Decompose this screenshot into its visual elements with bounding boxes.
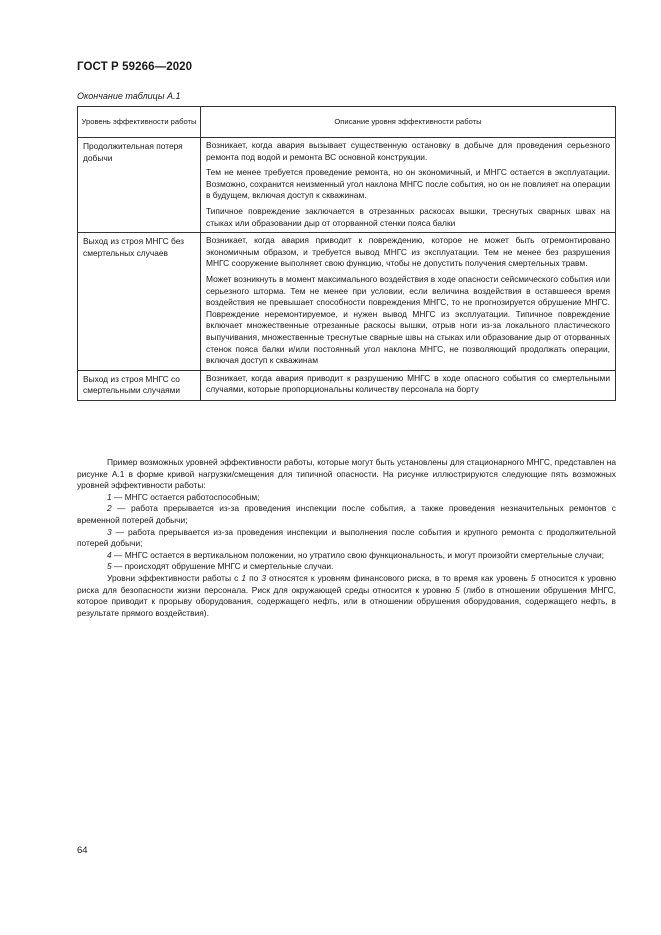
list-item xyxy=(77,503,616,526)
table-row xyxy=(78,370,616,400)
item-text: — работа прерывается из-за проведения инспекции и выполнения после события и крупного ремонта с продолжительной потерей добычи; xyxy=(77,526,616,549)
page-number: 64 xyxy=(77,845,88,856)
level-number: 5 xyxy=(530,572,536,583)
item-text: — происходят обрушение МНГС и смертельные случаи. xyxy=(111,561,334,572)
level-number: 1 xyxy=(241,572,246,583)
body-text xyxy=(77,457,616,619)
final-text: Уровни эффективности работы с xyxy=(107,572,242,583)
description-cell xyxy=(201,233,616,371)
table-row xyxy=(78,138,616,233)
table-row xyxy=(78,233,616,371)
description-paragraph: Может возникнуть в момент максимального воздействия в ходе опасности сейсмического события или серьезного шторма. Тем не менее при условии, если величина воздействия в оставшееся время воздействия не превышает способности повреждения МНГС, то не прогнозируется обрушение МНГС. Повреждение неремонтируемое, и нужен вывод МНГС из эксплуатации. Типичное повреждение включает множественные отрезанные раскосы вышки, отрыв ноги из-за локального пластического выпучивания, множественные треснутые сварные швы на стыках или образование дыр от оторванных стенок пояса балки и/или постоянный угол наклона МНГС, не позволяющий продолжать операции, включая доступ к скважинам xyxy=(206,273,610,366)
column-header-level: Уровень эффективности работы xyxy=(78,107,201,138)
list-item xyxy=(77,561,616,573)
item-text: — работа прерывается из-за проведения инспекции после события, а также проведения незначительных ремонтов с временной потерей добычи; xyxy=(77,503,616,525)
level-cell: Выход из строя МНГС со смертельными случаями xyxy=(78,370,201,400)
item-number: 5 xyxy=(107,561,112,572)
level-number: 5 xyxy=(455,584,460,595)
item-text: — МНГС остается в вертикальном положении, но утратило свою функциональность, и могут произойти смертельные случаи; xyxy=(111,549,604,560)
final-text: (либо в отношении обрушения МНГС, которое приводит к прорыву оборудования, содержащего нефть, или в отношении обрушения оборудования, содержащего нефть, в результате прямого воздействия). xyxy=(77,584,616,618)
list-item xyxy=(77,527,616,550)
item-number: 3 xyxy=(107,526,112,537)
document-header: ГОСТ Р 59266—2020 xyxy=(77,61,193,73)
final-text: относятся к уровням финансового риска, в то время как уровень xyxy=(266,572,531,583)
description-paragraph: Возникает, когда авария вызывает существенную остановку в добыче для проведения серьезного ремонта под водой и ремонта ВС основной конструкции. xyxy=(206,140,610,162)
item-number: 2 xyxy=(107,503,112,514)
level-cell: Выход из строя МНГС без смертельных случаев xyxy=(78,233,201,371)
description-paragraph: Тем не менее требуется проведение ремонта, но он экономичный, и МНГС остается в эксплуатации. Возможно, сохранится неизменный угол наклона МНГС после события, но он не повлияет на операции в будущем, включая доступ к скважинам. xyxy=(206,167,610,201)
table-caption: Окончание таблицы А.1 xyxy=(77,91,181,101)
final-paragraph xyxy=(77,573,616,619)
description-cell xyxy=(201,138,616,233)
item-text: — МНГС остается работоспособным; xyxy=(111,491,260,502)
description-paragraph: Возникает, когда авария приводит к разрушению МНГС в ходе опасного события со смертельными случаями, которые пропорциональны количеству персонала на борту xyxy=(206,372,610,395)
performance-levels-table xyxy=(77,106,616,401)
list-item xyxy=(77,492,616,504)
item-number: 1 xyxy=(107,491,112,502)
level-cell: Продолжительная потеря добычи xyxy=(78,138,201,233)
final-text: относится к уровню риска для безопасности жизни персонала. Риск для окружающей среды относится к уровню xyxy=(77,572,616,595)
intro-paragraph: Пример возможных уровней эффективности работы, которые могут быть установлены для стационарного МНГС, представлен на рисунке А.1 в форме кривой нагрузки/смещения для типичной опасности. На рисунке иллюстрируются следующие пять возможных уровней эффективности работы: xyxy=(77,457,616,491)
item-number: 4 xyxy=(107,549,112,560)
final-text: по xyxy=(246,572,262,583)
description-paragraph: Возникает, когда авария приводит к повреждению, которое не может быть отремонтировано экономичным образом, и требуется вывод МНГС из эксплуатации. Тем не менее без разрушения МНГС сооружение выполняет свою функцию, чтобы не допустить получения смертельных травм. xyxy=(206,235,610,269)
column-header-description: Описание уровня эффективности работы xyxy=(201,107,616,138)
list-item xyxy=(77,550,616,562)
description-cell xyxy=(201,370,616,400)
description-paragraph: Типичное повреждение заключается в отрезанных раскосах вышки, треснутых сварных швах на стыках или образовании дыр от оторванной стенки пояса балки xyxy=(206,205,610,228)
table-header-row xyxy=(78,107,616,138)
level-number: 3 xyxy=(261,572,266,583)
